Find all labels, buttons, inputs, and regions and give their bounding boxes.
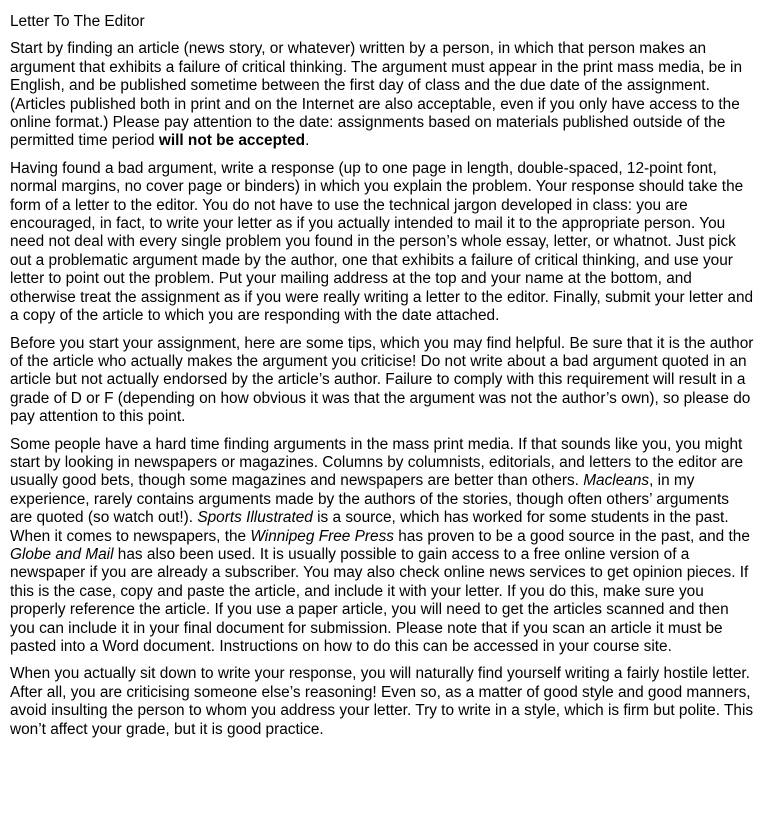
- paragraph-4-text-1: Some people have a hard time finding arguments in the mass print media. If that sounds like you, you might start by looking in newspapers or magazines. Columns by columnists, editorials, and letters to the editor are usually good bets, though some magazines and newspapers are better than others.: [10, 435, 744, 490]
- paragraph-5: When you actually sit down to write your response, you will naturally find yourself writing a fairly hostile letter. After all, you are criticising someone else’s reasoning! Even so, as a matter of good style and good manners, avoid insulting the person to whom you address your letter. Try to write in a style, which is firm but polite. This won’t affect your grade, but it is good practice.: [10, 665, 754, 738]
- italic-macleans: Macleans: [583, 472, 650, 490]
- paragraph-4-text-5: has also been used. It is usually possible to gain access to a free online version of a newspaper if you are already a subscriber. You may also check online news services to get opinion pieces. If this is the case, copy and paste the article, and include it with your letter. If you do this, make sure you properly reference the article. If you use a paper article, you will need to get the articles scanned and then you can include it in your final document for submission. Please note that if you scan an article it must be pasted into a Word document. Instructions on how to do this can be accessed in your course site.: [10, 545, 749, 655]
- paragraph-3: Before you start your assignment, here are some tips, which you may find helpful. Be sure that it is the author of the article who actually makes the argument you criticise! Do not write about a bad argument quoted in an article but not actually endorsed by the article’s author. Failure to comply with this requirement will result in a grade of D or F (depending on how obvious it was that the argument was not the author’s own), so please do pay attention to this point.: [10, 334, 754, 426]
- paragraph-1-end: .: [305, 132, 310, 150]
- bold-emphasis: will not be accepted: [158, 132, 306, 150]
- paragraph-1-text: Start by finding an article (news story, or whatever) written by a person, in which that person makes an argument that exhibits a failure of critical thinking. The argument must appear in the print mass media, be in English, and be published sometime between the first day of class and the due date of the assignment. (Articles published both in print and on the Internet are also acceptable, even if you only have access to the online format.) Please pay attention to the date: assignments based on materials published outside of the permitted time period: [10, 40, 743, 150]
- italic-winnipeg-free-press: Winnipeg Free Press: [250, 527, 394, 545]
- italic-globe-and-mail: Globe and Mail: [10, 545, 114, 563]
- paragraph-1: [10, 40, 755, 150]
- paragraph-4-text-2: , in my experience, rarely contains arguments made by the authors of the stories, though often others’ arguments are quoted (so watch out!).: [10, 472, 729, 527]
- paragraph-2: Having found a bad argument, write a response (up to one page in length, double-spaced, 12-point font, normal margins, no cover page or binders) in which you explain the problem. Your response should take the form of a letter to the editor. You do not have to use the technical jargon developed in class: you are encouraged, in fact, to write your letter as if you actually intended to mail it to the appropriate person. You need not deal with every single problem you found in the person’s whole essay, letter, or whatnot. Just pick out a problematic argument made by the author, one that exhibits a failure of critical thinking, and use your letter to point out the problem. Put your mailing address at the top and your name at the bottom, and otherwise treat the assignment as if you were really writing a letter to the editor. Finally, submit your letter and a copy of the article to which you are responding with the date attached.: [10, 159, 754, 325]
- paragraph-4: [10, 436, 755, 657]
- document-title: Letter To The Editor: [10, 13, 145, 30]
- document: [10, 13, 755, 739]
- paragraph-4-text-4: has proven to be a good source in the past, and the: [393, 527, 750, 545]
- paragraph-4-text-3: is a source, which has worked for some students in the past. When it comes to newspapers, the: [10, 509, 729, 545]
- italic-sports-illustrated: Sports Illustrated: [197, 509, 313, 527]
